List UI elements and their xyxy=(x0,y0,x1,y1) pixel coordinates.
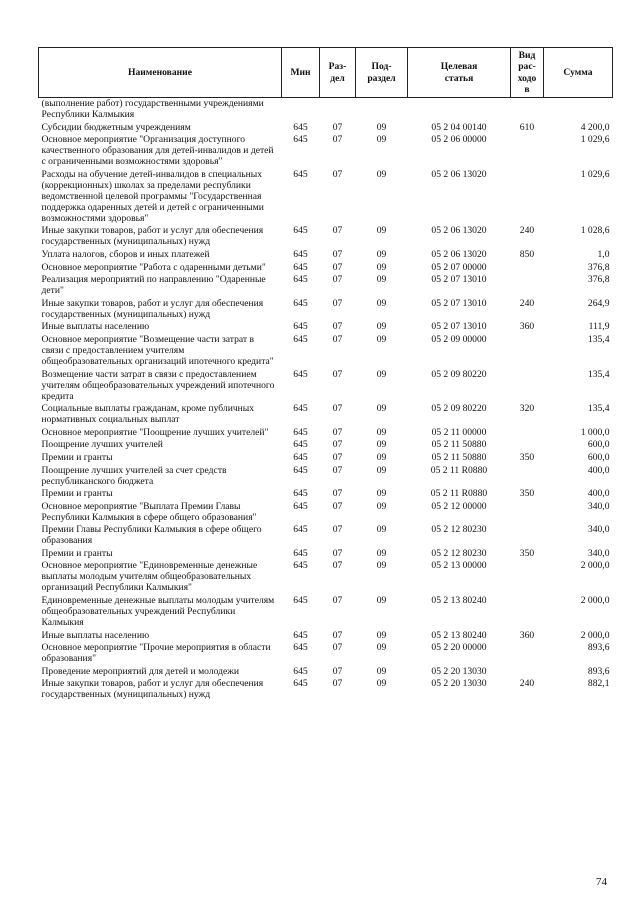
cell-summa: 400,0 xyxy=(587,488,610,500)
cell-celevaya-statya: 05 2 06 13020 xyxy=(431,225,487,237)
cell-name: Субсидии бюджетным учреждениям xyxy=(41,121,191,133)
cell-podrazdel xyxy=(356,98,408,122)
cell-podrazdel: 09 xyxy=(376,248,387,260)
cell-celevaya-statya: 05 2 12 80230 xyxy=(431,524,487,536)
cell-podrazdel: 09 xyxy=(376,678,387,690)
cell-min: 645 xyxy=(293,488,308,500)
cell-podrazdel: 09 xyxy=(376,168,387,180)
cell-summa: 4 200,0 xyxy=(580,121,610,133)
header-celevaya-statya: Целевая статья xyxy=(408,48,511,98)
cell-razdel: 07 xyxy=(332,134,343,146)
cell-razdel: 07 xyxy=(332,560,343,572)
cell-vid-rashodov: 360 xyxy=(519,321,535,333)
table-row xyxy=(39,560,613,595)
cell-podrazdel: 09 xyxy=(376,560,387,572)
cell-name: Социальные выплаты гражданам, кроме публичных нормативных социальных выплат xyxy=(41,403,255,426)
cell-summa: 1 028,6 xyxy=(580,225,610,237)
cell-vid-rashodov: 350 xyxy=(519,488,535,500)
table-row xyxy=(39,548,613,561)
cell-vid-rashodov xyxy=(511,524,544,548)
table-row xyxy=(39,403,613,427)
table-row xyxy=(39,642,613,666)
cell-razdel: 07 xyxy=(332,248,343,260)
cell-min xyxy=(282,98,320,122)
cell-min: 645 xyxy=(293,403,308,415)
document-page xyxy=(38,47,612,702)
cell-name: Основное мероприятие "Прочие мероприятия в области образования" xyxy=(41,642,271,665)
table-row xyxy=(39,334,613,369)
page-number: 74 xyxy=(596,876,607,888)
cell-summa: 2 000,0 xyxy=(580,560,610,572)
cell-celevaya-statya: 05 2 20 13030 xyxy=(431,678,487,690)
table-row xyxy=(39,488,613,501)
cell-summa: 600,0 xyxy=(587,451,610,463)
cell-summa: 893,6 xyxy=(587,642,610,654)
cell-vid-rashodov: 350 xyxy=(519,547,535,559)
cell-summa: 111,9 xyxy=(588,321,610,333)
cell-celevaya-statya: 05 2 07 13010 xyxy=(431,321,487,333)
cell-vid-rashodov xyxy=(511,134,544,169)
cell-podrazdel: 09 xyxy=(376,134,387,146)
cell-name: Поощрение лучших учителей xyxy=(41,439,163,451)
header-vid-rashodov: Вид рас- ходо в xyxy=(511,48,544,98)
cell-min: 645 xyxy=(293,297,308,309)
cell-podrazdel: 09 xyxy=(376,426,387,438)
cell-summa: 135,4 xyxy=(587,368,610,380)
header-name: Наименование xyxy=(39,48,282,98)
cell-vid-rashodov xyxy=(511,169,544,226)
cell-min: 645 xyxy=(293,560,308,572)
cell-name: Иные выплаты населению xyxy=(41,629,150,641)
cell-podrazdel: 09 xyxy=(376,595,387,607)
cell-celevaya-statya: 05 2 09 00000 xyxy=(431,333,487,345)
header-min: Мин xyxy=(282,48,320,98)
cell-name: Основное мероприятие "Единовременные денежные выплаты молодым учителям общеобразовательных организаций Республики Калмыкия" xyxy=(41,560,258,594)
cell-vid-rashodov xyxy=(511,439,544,452)
cell-vid-rashodov xyxy=(511,427,544,440)
cell-min: 645 xyxy=(293,248,308,260)
cell-podrazdel: 09 xyxy=(376,439,387,451)
cell-celevaya-statya: 05 2 07 13010 xyxy=(431,274,487,286)
cell-razdel: 07 xyxy=(332,333,343,345)
cell-vid-rashodov: 360 xyxy=(519,629,535,641)
cell-vid-rashodov xyxy=(511,262,544,275)
cell-min: 645 xyxy=(293,333,308,345)
cell-podrazdel: 09 xyxy=(376,665,387,677)
header-summa: Сумма xyxy=(544,48,613,98)
cell-min: 645 xyxy=(293,642,308,654)
table-body xyxy=(39,98,613,703)
cell-min: 645 xyxy=(293,500,308,512)
cell-celevaya-statya: 05 2 11 50880 xyxy=(431,451,487,463)
cell-razdel: 07 xyxy=(332,297,343,309)
cell-name: Основное мероприятие "Выплата Премии Главы Республики Калмыкия в сфере общего образования" xyxy=(41,500,257,523)
cell-min: 645 xyxy=(293,439,308,451)
cell-name: Расходы на обучение детей-инвалидов в специальных (коррекционных) школах за пределами республики ведомственной целевой программы "Государственная поддержка одаренных детей и детей с ограниченными возможностями здоровья" xyxy=(41,168,264,224)
cell-vid-rashodov xyxy=(511,98,544,122)
cell-celevaya-statya: 05 2 12 00000 xyxy=(431,500,487,512)
cell-celevaya-statya: 05 2 07 13010 xyxy=(431,297,487,309)
cell-name: Основное мероприятие "Возмещение части затрат в связи с предоставлением учителям общеобразовательных организаций ипотечного кредита" xyxy=(41,333,274,367)
cell-min: 645 xyxy=(293,451,308,463)
table-row xyxy=(39,369,613,404)
cell-celevaya-statya: 05 2 20 13030 xyxy=(431,665,487,677)
budget-table xyxy=(38,47,613,702)
cell-razdel: 07 xyxy=(332,595,343,607)
cell-celevaya-statya: 05 2 13 80240 xyxy=(431,629,487,641)
cell-razdel: 07 xyxy=(332,439,343,451)
cell-summa: 135,4 xyxy=(587,333,610,345)
cell-name: Основное мероприятие "Поощрение лучших учителей" xyxy=(41,426,269,438)
cell-celevaya-statya: 05 2 12 80230 xyxy=(431,547,487,559)
cell-vid-rashodov xyxy=(511,465,544,489)
cell-podrazdel: 09 xyxy=(376,274,387,286)
cell-vid-rashodov: 850 xyxy=(519,248,535,260)
cell-vid-rashodov: 240 xyxy=(519,297,535,309)
cell-vid-rashodov xyxy=(511,666,544,679)
cell-name: Премии и гранты xyxy=(41,547,113,559)
cell-podrazdel: 09 xyxy=(376,121,387,133)
header-podrazdel: Под- раздел xyxy=(356,48,408,98)
table-row xyxy=(39,678,613,702)
header-razdel: Раз- дел xyxy=(320,48,356,98)
table-row xyxy=(39,465,613,489)
cell-razdel: 07 xyxy=(332,368,343,380)
cell-summa: 600,0 xyxy=(587,439,610,451)
cell-vid-rashodov xyxy=(511,369,544,404)
table-row xyxy=(39,321,613,334)
table-row xyxy=(39,501,613,525)
cell-name: Поощрение лучших учителей за счет средств республиканского бюджета xyxy=(41,464,227,487)
cell-vid-rashodov xyxy=(511,595,544,630)
table-row xyxy=(39,452,613,465)
cell-podrazdel: 09 xyxy=(376,642,387,654)
cell-vid-rashodov xyxy=(511,334,544,369)
cell-vid-rashodov xyxy=(511,642,544,666)
cell-razdel: 07 xyxy=(332,629,343,641)
cell-min: 645 xyxy=(293,665,308,677)
cell-razdel: 07 xyxy=(332,464,343,476)
cell-razdel: 07 xyxy=(332,426,343,438)
cell-summa: 1 000,0 xyxy=(580,426,610,438)
cell-name: Основное мероприятие "Организация доступного качественного образования для детей-инвалидов и детей с ограниченными возможностями здоровья" xyxy=(41,134,274,168)
cell-razdel: 07 xyxy=(332,500,343,512)
table-row xyxy=(39,122,613,135)
cell-razdel: 07 xyxy=(332,274,343,286)
table-row xyxy=(39,666,613,679)
table-row xyxy=(39,98,613,122)
cell-podrazdel: 09 xyxy=(376,321,387,333)
cell-name: Премии и гранты xyxy=(41,451,113,463)
cell-podrazdel: 09 xyxy=(376,333,387,345)
cell-name: Реализация мероприятий по направлению "Одаренные дети" xyxy=(41,274,266,297)
cell-razdel: 07 xyxy=(332,547,343,559)
cell-podrazdel: 09 xyxy=(376,451,387,463)
cell-celevaya-statya xyxy=(408,98,511,122)
cell-razdel: 07 xyxy=(332,261,343,273)
cell-summa: 1 029,6 xyxy=(580,134,610,146)
cell-summa: 135,4 xyxy=(587,403,610,415)
cell-name: Основное мероприятие "Работа с одаренными детьми" xyxy=(41,261,266,273)
cell-podrazdel: 09 xyxy=(376,488,387,500)
cell-podrazdel: 09 xyxy=(376,629,387,641)
cell-vid-rashodov xyxy=(511,274,544,298)
cell-podrazdel: 09 xyxy=(376,500,387,512)
cell-razdel: 07 xyxy=(332,403,343,415)
cell-summa: 400,0 xyxy=(587,464,610,476)
cell-vid-rashodov: 240 xyxy=(519,678,535,690)
cell-min: 645 xyxy=(293,368,308,380)
cell-summa: 376,8 xyxy=(587,274,610,286)
cell-celevaya-statya: 05 2 11 R0880 xyxy=(430,488,488,500)
cell-razdel xyxy=(320,98,356,122)
cell-razdel: 07 xyxy=(332,678,343,690)
cell-name: Единовременные денежные выплаты молодым учителям общеобразовательных учреждений Республики Калмыкия xyxy=(41,595,275,629)
cell-celevaya-statya: 05 2 09 80220 xyxy=(431,368,487,380)
cell-razdel: 07 xyxy=(332,451,343,463)
cell-vid-rashodov xyxy=(511,560,544,595)
cell-vid-rashodov: 240 xyxy=(519,225,535,237)
table-row xyxy=(39,225,613,249)
cell-min: 645 xyxy=(293,321,308,333)
cell-celevaya-statya: 05 2 06 13020 xyxy=(431,248,487,260)
cell-name: Уплата налогов, сборов и иных платежей xyxy=(41,248,210,260)
cell-min: 645 xyxy=(293,595,308,607)
table-row xyxy=(39,249,613,262)
cell-name: Иные закупки товаров, работ и услуг для обеспечения государственных (муниципальных) нужд xyxy=(41,678,264,701)
cell-podrazdel: 09 xyxy=(376,225,387,237)
cell-summa: 376,8 xyxy=(587,261,610,273)
cell-name: Премии Главы Республики Калмыкия в сфере общего образования xyxy=(41,524,262,547)
cell-vid-rashodov: 320 xyxy=(519,403,535,415)
cell-razdel: 07 xyxy=(332,121,343,133)
table-row xyxy=(39,427,613,440)
cell-summa: 1,0 xyxy=(597,248,610,260)
table-row xyxy=(39,524,613,548)
cell-name: Проведение мероприятий для детей и молодежи xyxy=(41,665,240,677)
cell-min: 645 xyxy=(293,678,308,690)
table-row xyxy=(39,262,613,275)
cell-celevaya-statya: 05 2 06 00000 xyxy=(431,134,487,146)
cell-razdel: 07 xyxy=(332,225,343,237)
cell-summa xyxy=(544,98,613,122)
cell-celevaya-statya: 05 2 13 00000 xyxy=(431,560,487,572)
cell-razdel: 07 xyxy=(332,524,343,536)
cell-razdel: 07 xyxy=(332,321,343,333)
cell-name: Иные выплаты населению xyxy=(41,321,150,333)
cell-podrazdel: 09 xyxy=(376,524,387,536)
table-row xyxy=(39,169,613,226)
cell-summa: 340,0 xyxy=(587,500,610,512)
cell-razdel: 07 xyxy=(332,488,343,500)
cell-celevaya-statya: 05 2 04 00140 xyxy=(431,121,487,133)
table-row xyxy=(39,274,613,298)
cell-min: 645 xyxy=(293,134,308,146)
cell-summa: 882,1 xyxy=(587,678,610,690)
cell-min: 645 xyxy=(293,524,308,536)
cell-name: Иные закупки товаров, работ и услуг для обеспечения государственных (муниципальных) нужд xyxy=(41,225,264,248)
cell-vid-rashodov: 350 xyxy=(519,451,535,463)
cell-min: 645 xyxy=(293,121,308,133)
cell-razdel: 07 xyxy=(332,642,343,654)
cell-min: 645 xyxy=(293,464,308,476)
cell-min: 645 xyxy=(293,274,308,286)
cell-celevaya-statya: 05 2 06 13020 xyxy=(431,168,487,180)
table-header xyxy=(39,48,613,98)
cell-celevaya-statya: 05 2 13 80240 xyxy=(431,595,487,607)
cell-vid-rashodov: 610 xyxy=(519,121,535,133)
table-row xyxy=(39,595,613,630)
cell-podrazdel: 09 xyxy=(376,464,387,476)
cell-summa: 2 000,0 xyxy=(580,629,610,641)
table-row xyxy=(39,630,613,643)
cell-min: 645 xyxy=(293,629,308,641)
cell-min: 645 xyxy=(293,426,308,438)
cell-summa: 340,0 xyxy=(587,547,610,559)
cell-vid-rashodov xyxy=(511,501,544,525)
cell-celevaya-statya: 05 2 20 00000 xyxy=(431,642,487,654)
cell-summa: 264,9 xyxy=(587,297,610,309)
cell-name: Премии и гранты xyxy=(41,488,113,500)
cell-celevaya-statya: 05 2 11 50880 xyxy=(431,439,487,451)
cell-min: 645 xyxy=(293,261,308,273)
cell-name: Иные закупки товаров, работ и услуг для обеспечения государственных (муниципальных) нужд xyxy=(41,297,264,320)
cell-name: Возмещение части затрат в связи с предоставлением учителям общеобразовательных учреждений ипотечного кредита xyxy=(41,368,275,402)
cell-celevaya-statya: 05 2 11 R0880 xyxy=(430,464,488,476)
cell-summa: 893,6 xyxy=(587,665,610,677)
cell-podrazdel: 09 xyxy=(376,297,387,309)
cell-razdel: 07 xyxy=(332,665,343,677)
cell-razdel: 07 xyxy=(332,168,343,180)
cell-min: 645 xyxy=(293,225,308,237)
table-row xyxy=(39,134,613,169)
cell-podrazdel: 09 xyxy=(376,547,387,559)
cell-podrazdel: 09 xyxy=(376,403,387,415)
cell-name: (выполнение работ) государственными учреждениями Республики Калмыкия xyxy=(41,98,264,120)
cell-podrazdel: 09 xyxy=(376,261,387,273)
table-row xyxy=(39,298,613,322)
cell-min: 645 xyxy=(293,547,308,559)
cell-min: 645 xyxy=(293,168,308,180)
cell-summa: 1 029,6 xyxy=(580,168,610,180)
cell-summa: 2 000,0 xyxy=(580,595,610,607)
cell-podrazdel: 09 xyxy=(376,368,387,380)
cell-celevaya-statya: 05 2 09 80220 xyxy=(431,403,487,415)
header-row xyxy=(39,48,613,98)
cell-summa: 340,0 xyxy=(587,524,610,536)
cell-celevaya-statya: 05 2 07 00000 xyxy=(431,261,487,273)
cell-celevaya-statya: 05 2 11 00000 xyxy=(431,426,487,438)
table-row xyxy=(39,439,613,452)
